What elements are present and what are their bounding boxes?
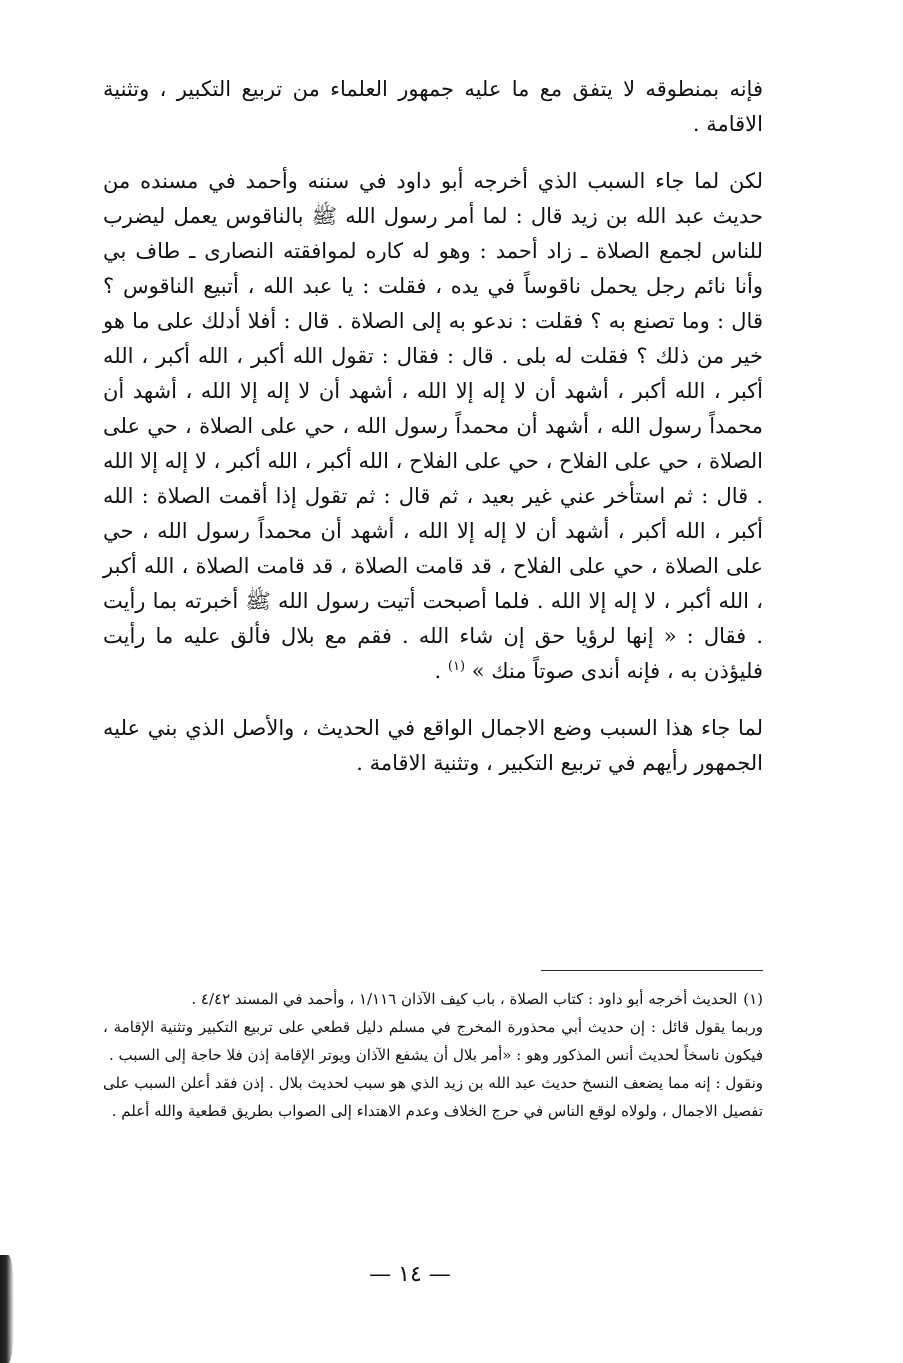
footnotes: [103, 985, 763, 1125]
footnote-reference: (١): [447, 659, 466, 674]
paragraph-2-end: .: [434, 659, 448, 683]
paragraph-2-text: لكن لما جاء السبب الذي أخرجه أبو داود في سننه وأحمد في مسنده من حديث عبد الله بن زيد قال : لما أمر رسول الله ﷺ بالناقوس يعمل ليضرب للناس لجمع الصلاة ـ زاد أحمد : وهو له كاره لموافقته النصارى ـ طاف بي وأنا نائم رجل يحمل ناقوساً في يده ، فقلت : يا عبد الله ، أتبيع الناقوس ؟ قال : وما تصنع به ؟ فقلت : ندعو به إلى الصلاة . قال : أفلا أدلك على ما هو خير من ذلك ؟ فقلت له بلى . قال : فقال : تقول الله أكبر ، الله أكبر ، الله أكبر ، الله أكبر ، أشهد أن لا إله إلا الله ، أشهد أن لا إله إلا الله ، أشهد أن محمداً رسول الله ، أشهد أن محمداً رسول الله ، حي على الصلاة ، حي على الصلاة ، حي على الفلاح ، حي على الفلاح ، الله أكبر ، الله أكبر ، لا إله إلا الله . قال : ثم استأخر عني غير بعيد ، ثم قال : ثم تقول إذا أقمت الصلاة : الله أكبر ، الله أكبر ، أشهد أن لا إله إلا الله ، أشهد أن محمداً رسول الله ، حي على الصلاة ، حي على الفلاح ، قد قامت الصلاة ، قد قامت الصلاة ، الله أكبر ، الله أكبر ، لا إله إلا الله . فلما أصبحت أتيت رسول الله ﷺ أخبرته بما رأيت . فقال : « إنها لرؤيا حق إن شاء الله . فقم مع بلال فألق عليه ما رأيت فليؤذن به ، فإنه أندى صوتاً منك »: [103, 169, 763, 683]
footnote-1: [103, 985, 763, 1013]
footnote-2: وربما يقول قائل : إن حديث أبي محذورة المخرج في مسلم دليل قطعي على تربيع التكبير وتثنية الإقامة ، فيكون ناسخاً لحديث أنس المذكور وهو : «أمر بلال أن يشفع الآذان ويوتر الإقامة إذن فلا حاجة إلى السبب .: [103, 1018, 763, 1064]
footnote-divider: [541, 970, 763, 971]
footnote-marker: (١): [743, 990, 763, 1008]
main-text: [103, 72, 763, 781]
paragraph-3: لما جاء هذا السبب وضع الاجمال الواقع في الحديث ، والأصل الذي بني عليه الجمهور رأيهم في تربيع التكبير ، وتثنية الاقامة .: [103, 716, 763, 775]
page-number: — ١٤ —: [369, 1262, 451, 1287]
paragraph-2: [103, 164, 763, 689]
scan-shadow: [0, 1255, 14, 1363]
footnote-1-text: الحديث أخرجه أبو داود : كتاب الصلاة ، باب كيف الآذان ١/١١٦ ، وأحمد في المسند ٤/٤٢ .: [191, 990, 738, 1008]
footnote-3: ونقول : إنه مما يضعف النسخ حديث عبد الله بن زيد الذي هو سبب لحديث بلال . إذن فقد أعلن السبب على تفصيل الاجمال ، ولولاه لوقع الناس في حرج الخلاف وعدم الاهتداء إلى الصواب بطريق قطعية والله أعلم .: [103, 1074, 763, 1120]
paragraph-1: فإنه بمنطوقه لا يتفق مع ما عليه جمهور العلماء من تربيع التكبير ، وتثنية الاقامة .: [103, 77, 763, 136]
